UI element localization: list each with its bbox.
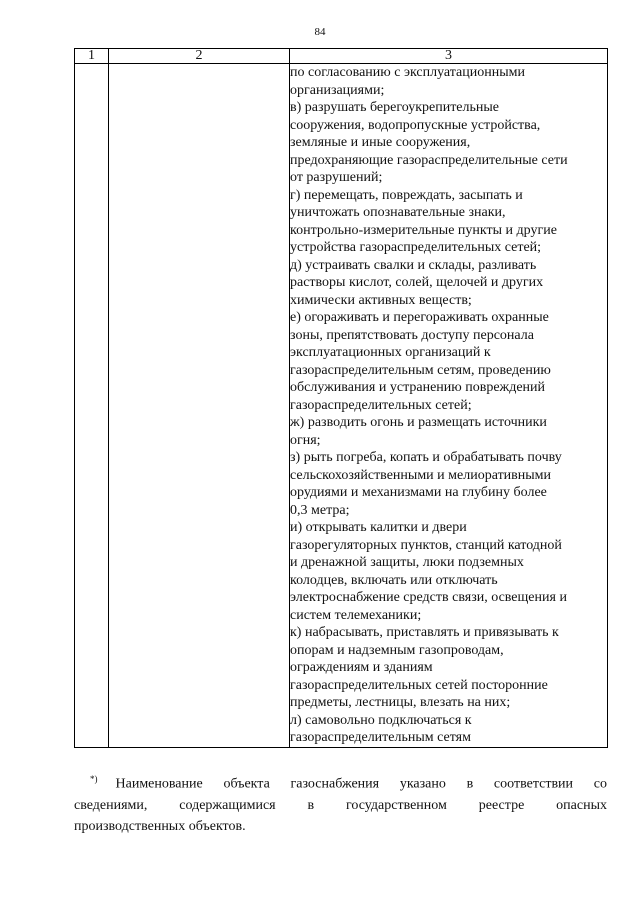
page-number: 84 (314, 26, 326, 38)
footnote-marker: *) (90, 774, 98, 784)
cell-text-line: газораспределительным сетям, проведению (290, 362, 551, 378)
cell-text-line: контрольно-измерительные пункты и другие (290, 222, 557, 238)
cell-text-line: в) разрушать берегоукрепительные (290, 100, 500, 115)
cell-text-line: е) огораживать и перегораживать охранные (290, 310, 549, 325)
cell-text-line: газораспределительным сетям (290, 730, 471, 745)
footnote-line: сведениями, содержащимися в государственном реестре опасных (74, 797, 607, 813)
cell-text-line: предохраняющие газораспределительные сети (290, 152, 568, 168)
cell-text-line: ж) разводить огонь и размещать источники (290, 415, 547, 430)
cell-text-line: ограждениям и зданиям (290, 660, 433, 675)
cell-text-line: д) устраивать свалки и склады, разливать (290, 257, 537, 273)
cell-text-line: 0,3 метра; (290, 502, 350, 518)
cell-text-line: от разрушений; (290, 170, 383, 185)
cell-text-line: з) рыть погреба, копать и обрабатывать почву (290, 450, 562, 465)
table-cell-col1 (75, 64, 109, 748)
cell-text-line: сельскохозяйственными и мелиоративными (290, 467, 552, 483)
cell-text-line: газораспределительных сетей; (290, 397, 472, 413)
column-header-2: 2 (109, 49, 290, 64)
cell-text-line: колодцев, включать или отключать (290, 572, 498, 588)
prohibitions-cell (290, 64, 608, 748)
cell-text-line: опорам и надземным газопроводам, (290, 642, 504, 658)
table-header-row (75, 49, 608, 64)
footnote-line: производственных объектов. (74, 818, 246, 834)
table-cell-col2 (109, 64, 290, 748)
cell-text-line: химически активных веществ; (290, 292, 472, 308)
cell-text-line: газораспределительных сетей посторонние (290, 677, 548, 693)
footnote-text: Наименование объекта газоснабжения указано в соответствии со (115, 776, 607, 792)
column-header-1: 1 (75, 49, 109, 64)
cell-text-line: растворы кислот, солей, щелочей и других (290, 275, 544, 290)
cell-text-line: сооружения, водопропускные устройства, (290, 117, 541, 133)
table-row (75, 64, 608, 748)
requirements-table (74, 48, 608, 748)
cell-text-line: к) набрасывать, приставлять и привязывать к (290, 625, 559, 640)
cell-text-line: предметы, лестницы, влезать на них; (290, 695, 511, 710)
footnote (74, 769, 607, 837)
cell-text-line: г) перемещать, повреждать, засыпать и (290, 187, 523, 203)
cell-text-line: уничтожать опознавательные знаки, (290, 205, 506, 220)
cell-text-line: газорегуляторных пунктов, станций катодной (290, 537, 562, 553)
cell-text-line: устройства газораспределительных сетей; (290, 240, 542, 255)
cell-text-line: земляные и иные сооружения, (290, 135, 471, 150)
footnote-line (74, 769, 607, 795)
cell-text-line: систем телемеханики; (290, 607, 422, 623)
column-header-3: 3 (290, 49, 608, 64)
cell-text-line: л) самовольно подключаться к (290, 712, 472, 728)
cell-text-line: электроснабжение средств связи, освещения и (290, 590, 567, 605)
cell-text-line: обслуживания и устранению повреждений (290, 380, 546, 395)
cell-text-line: организациями; (290, 82, 385, 98)
cell-text-line: огня; (290, 432, 321, 448)
cell-text-line: и) открывать калитки и двери (290, 520, 467, 535)
cell-text-line: зоны, препятствовать доступу персонала (290, 327, 534, 343)
cell-text-line: по согласованию с эксплуатационными (290, 65, 525, 80)
cell-text-line: и дренажной защиты, люки подземных (290, 555, 524, 570)
cell-text-line: эксплуатационных организаций к (290, 345, 491, 360)
cell-text-line: орудиями и механизмами на глубину более (290, 485, 547, 500)
